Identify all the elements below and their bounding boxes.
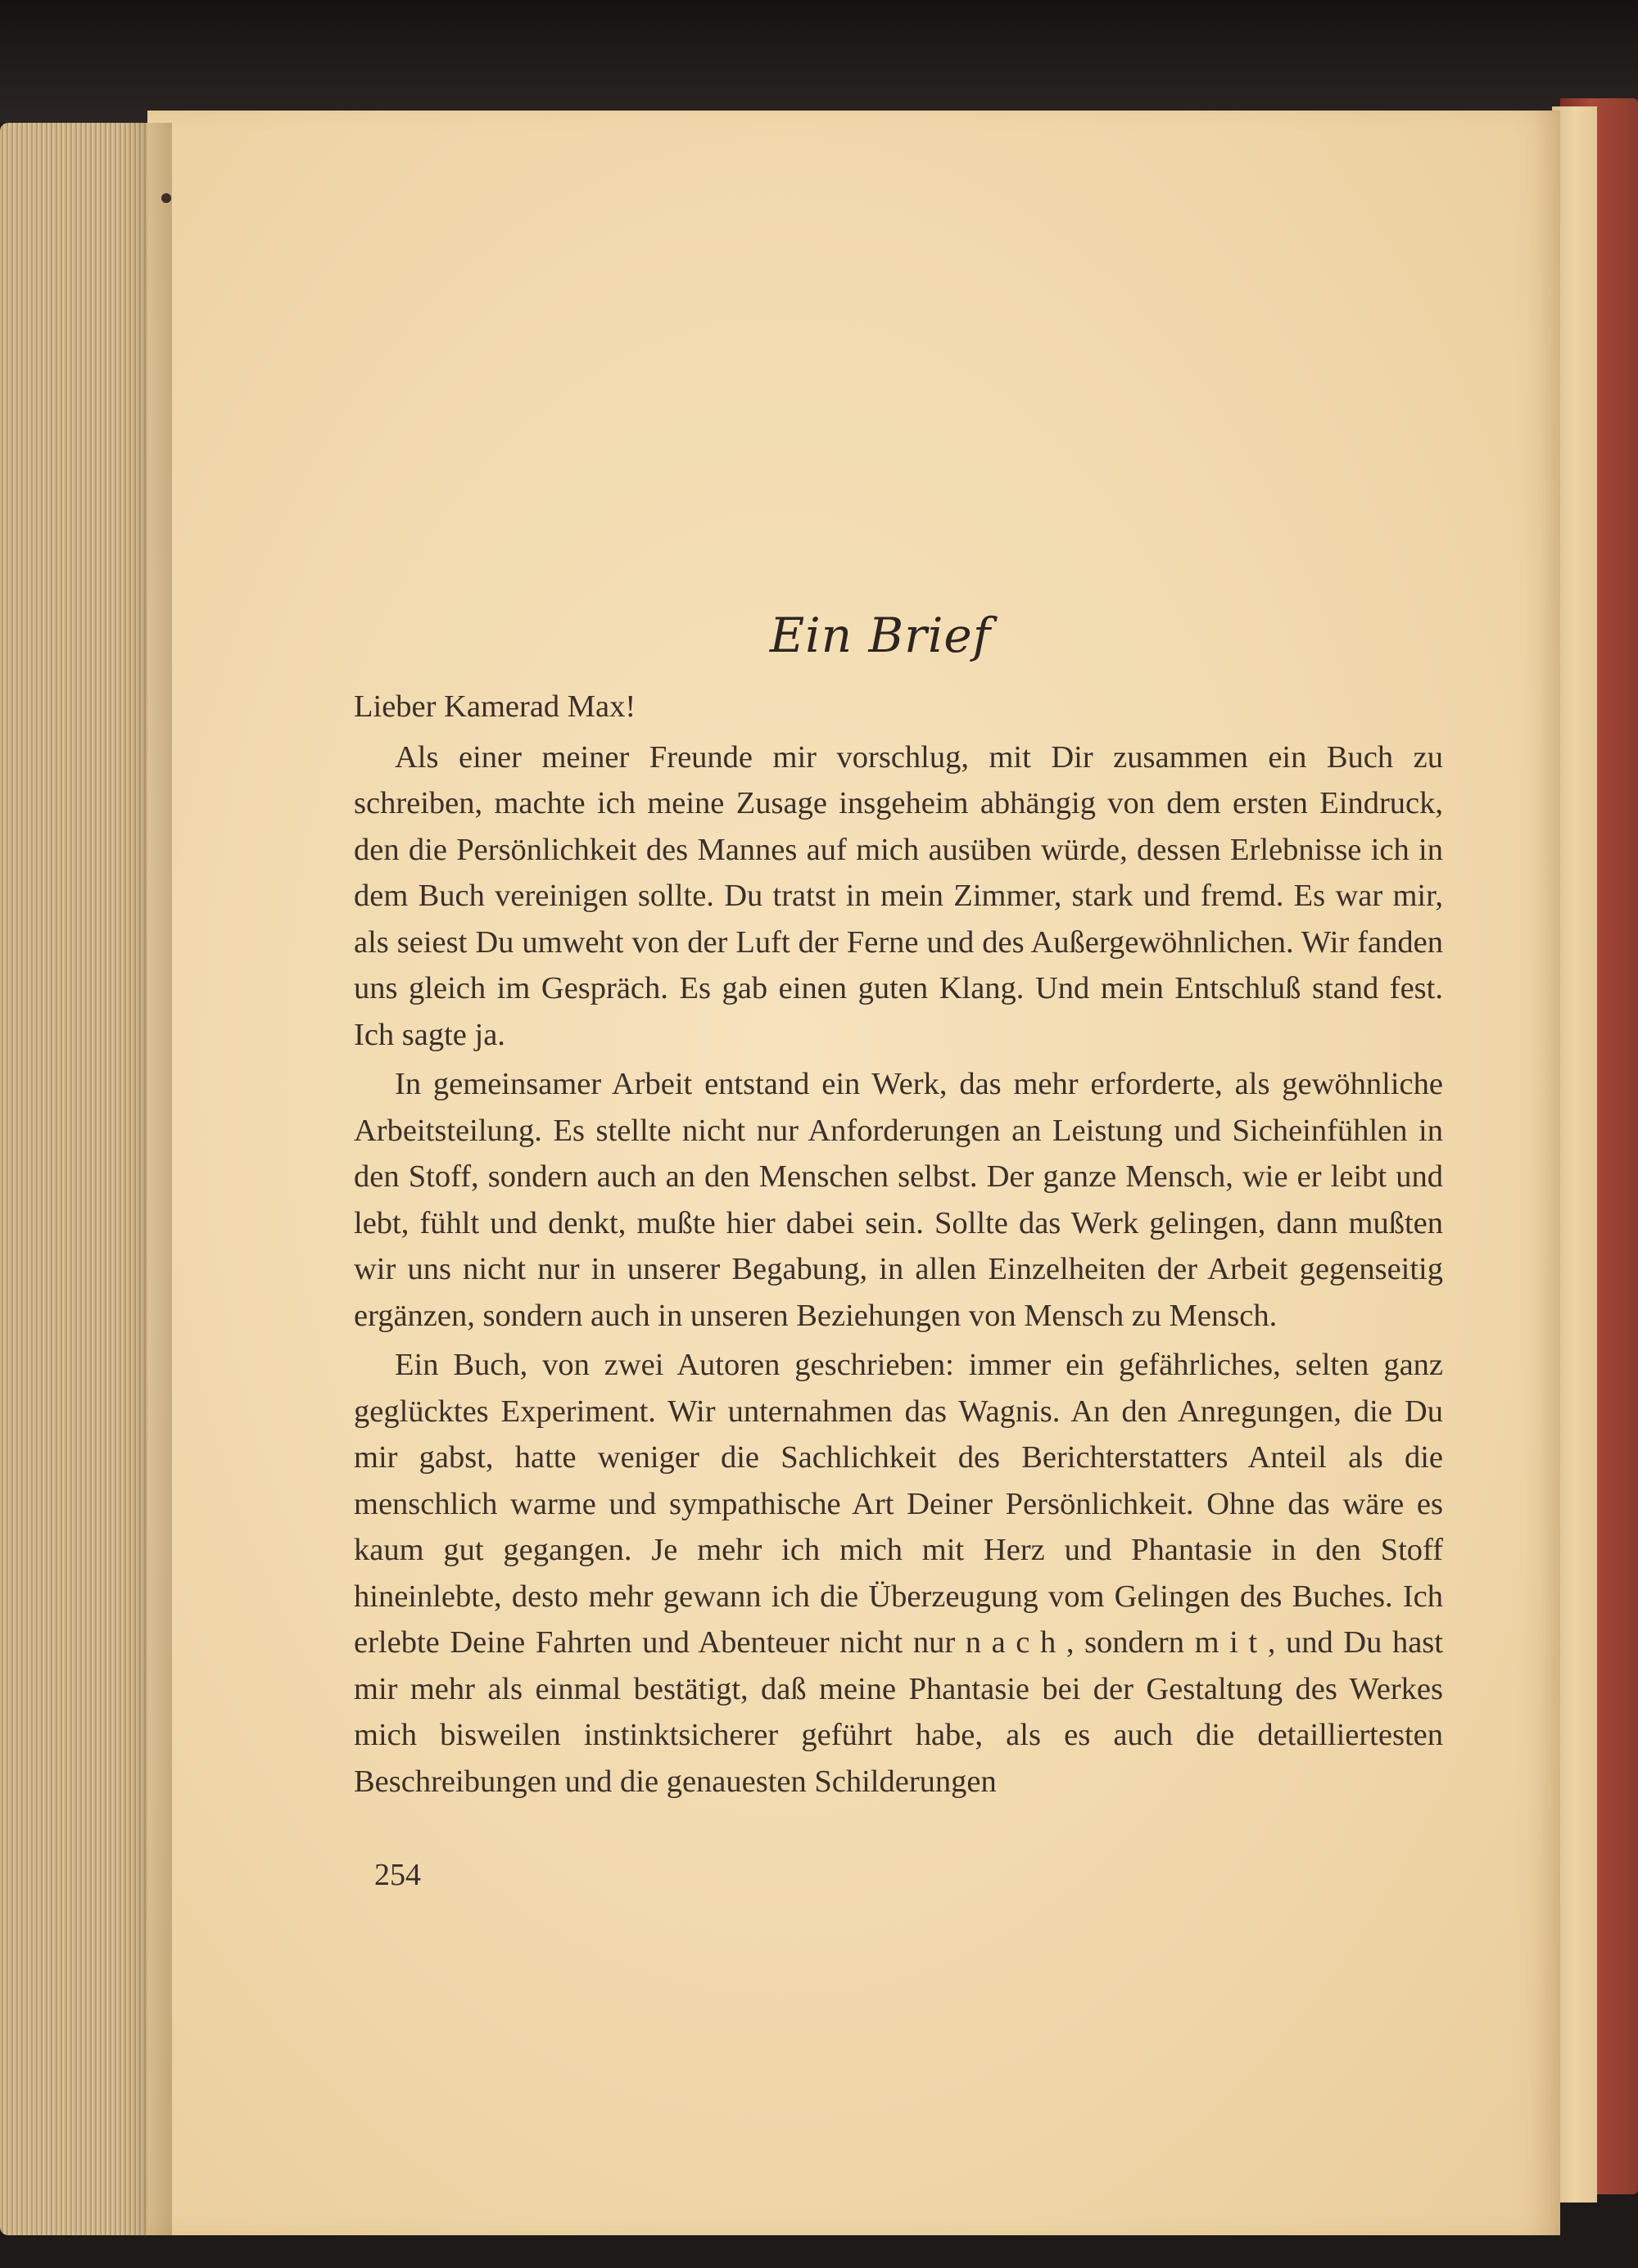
salutation: Lieber Kamerad Max! — [354, 689, 636, 724]
letter-body — [354, 684, 1443, 1808]
paragraph-2: In gemeinsamer Arbeit entstand ein Werk, das mehr erforderte, als gewöhnliche Arbeitsteilung. Es stellte nicht nur Anforderungen an Leistung und Sicheinfühlen in den Stoff, sondern auch an den Menschen selbst. Der ganze Mensch, wie er leibt und lebt, fühlt und denkt, mußte hier dabei sein. Sollte das Werk gelingen, dann mußten wir uns nicht nur in unserer Begabung, in allen Einzelheiten der Arbeit gegenseitig ergänzen, sondern auch in unseren Beziehungen von Mensch zu Mensch. — [354, 1067, 1443, 1333]
gutter-shadow — [123, 123, 172, 2235]
page-number: 254 — [374, 1858, 421, 1892]
paragraph-1: Als einer meiner Freunde mir vorschlug, mit Dir zusammen ein Buch zu schreiben, machte ich meine Zusage insgeheim abhängig von dem ersten Eindruck, den die Persönlichkeit des Mannes auf mich ausüben würde, dessen Erlebnisse ich in dem Buch vereinigen sollte. Du tratst in mein Zimmer, stark und fremd. Es war mir, als seiest Du umweht von der Luft der Ferne und des Außergewöhnlichen. Wir fanden uns gleich im Gespräch. Es gab einen guten Klang. Und mein Entschluß stand fest. Ich sagte ja. — [354, 739, 1443, 1052]
ink-dot — [161, 193, 171, 203]
paragraph-3: Ein Buch, von zwei Autoren geschrieben: immer ein gefährliches, selten ganz geglücktes Experiment. Wir unternahmen das Wagnis. An den Anregungen, die Du mir gabst, hatte weniger die Sachlichkeit des Berichterstatters Anteil als die menschlich warme und sympathische Art Deiner Persönlichkeit. Ohne das wäre es kaum gut gegangen. Je mehr ich mich mit Herz und Phantasie in den Stoff hineinlebte, desto mehr gewann ich die Überzeugung vom Gelingen des Buches. Ich erlebte Deine Fahrten und Abenteuer nicht nur n a c h , sondern m i t , und Du hast mir mehr als einmal bestätigt, daß meine Phantasie bei der Gestaltung des Werkes mich bisweilen instinktsicherer geführt habe, als es auch die detailliertesten Beschreibungen und die genauesten Schilderungen — [354, 1348, 1443, 1799]
scan-background — [0, 0, 1638, 123]
chapter-title: Ein Brief — [769, 608, 992, 663]
